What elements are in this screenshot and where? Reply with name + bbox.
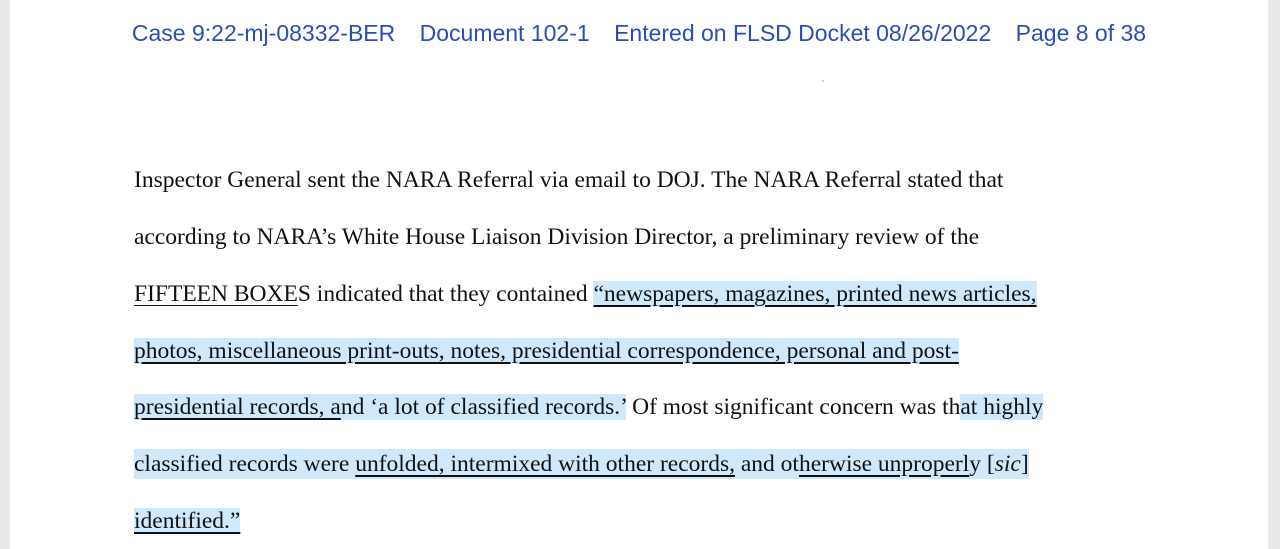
docket-header	[10, 20, 1268, 47]
underlined-otherwise-phrase: herwise unproperl	[798, 451, 970, 477]
scan-speck	[822, 80, 824, 82]
document-page	[10, 0, 1268, 549]
fifteen-boxes-term: FIFTEEN BOXE	[134, 281, 298, 307]
text-line-5-plain: Of most significant concern was th	[626, 394, 961, 420]
highlighted-quote-line-4: photos, miscellaneous print-outs, notes, presidential correspondence, personal and post-	[134, 338, 959, 364]
underlined-unfolded-phrase: unfolded, intermixed with other records,	[355, 451, 735, 477]
text-line-6-d: ]	[1020, 451, 1029, 477]
text-line-6-c: y [	[969, 451, 995, 477]
text-line-3	[134, 279, 1037, 309]
highlighted-quote-start: “newspapers, magazines, printed news articles,	[593, 281, 1037, 307]
highlighted-quote-end: identified.”	[134, 508, 241, 534]
entered-date: Entered on FLSD Docket 08/26/2022	[614, 20, 992, 46]
text-line-2-content: according to NARA’s White House Liaison Division Director, a preliminary review of the	[134, 224, 980, 250]
page-number: Page 8 of 38	[1015, 20, 1147, 46]
sic-annotation: sic	[994, 451, 1021, 477]
highlighted-underlined-line-5: presidential records, a	[134, 394, 341, 420]
text-line-6-a: classified records were	[134, 451, 356, 477]
text-line-2	[134, 222, 979, 252]
highlighted-line-5-rest: nd ‘a lot of classified records.’	[340, 394, 627, 420]
highlighted-line-5-end: at highly	[960, 394, 1044, 420]
text-line-6	[134, 449, 1029, 479]
text-line-5	[134, 392, 1043, 422]
text-line-4	[134, 336, 959, 366]
document-number: Document 102-1	[419, 20, 590, 46]
text-line-7	[134, 506, 240, 536]
case-number: Case 9:22-mj-08332-BER	[131, 20, 396, 46]
text-line-1	[134, 165, 1003, 195]
text-line-3-plain: S indicated that they contained	[297, 281, 594, 307]
text-line-6-b: and ot	[735, 451, 799, 477]
text-line-1-content: Inspector General sent the NARA Referral via email to DOJ. The NARA Referral stated that	[134, 167, 1004, 193]
